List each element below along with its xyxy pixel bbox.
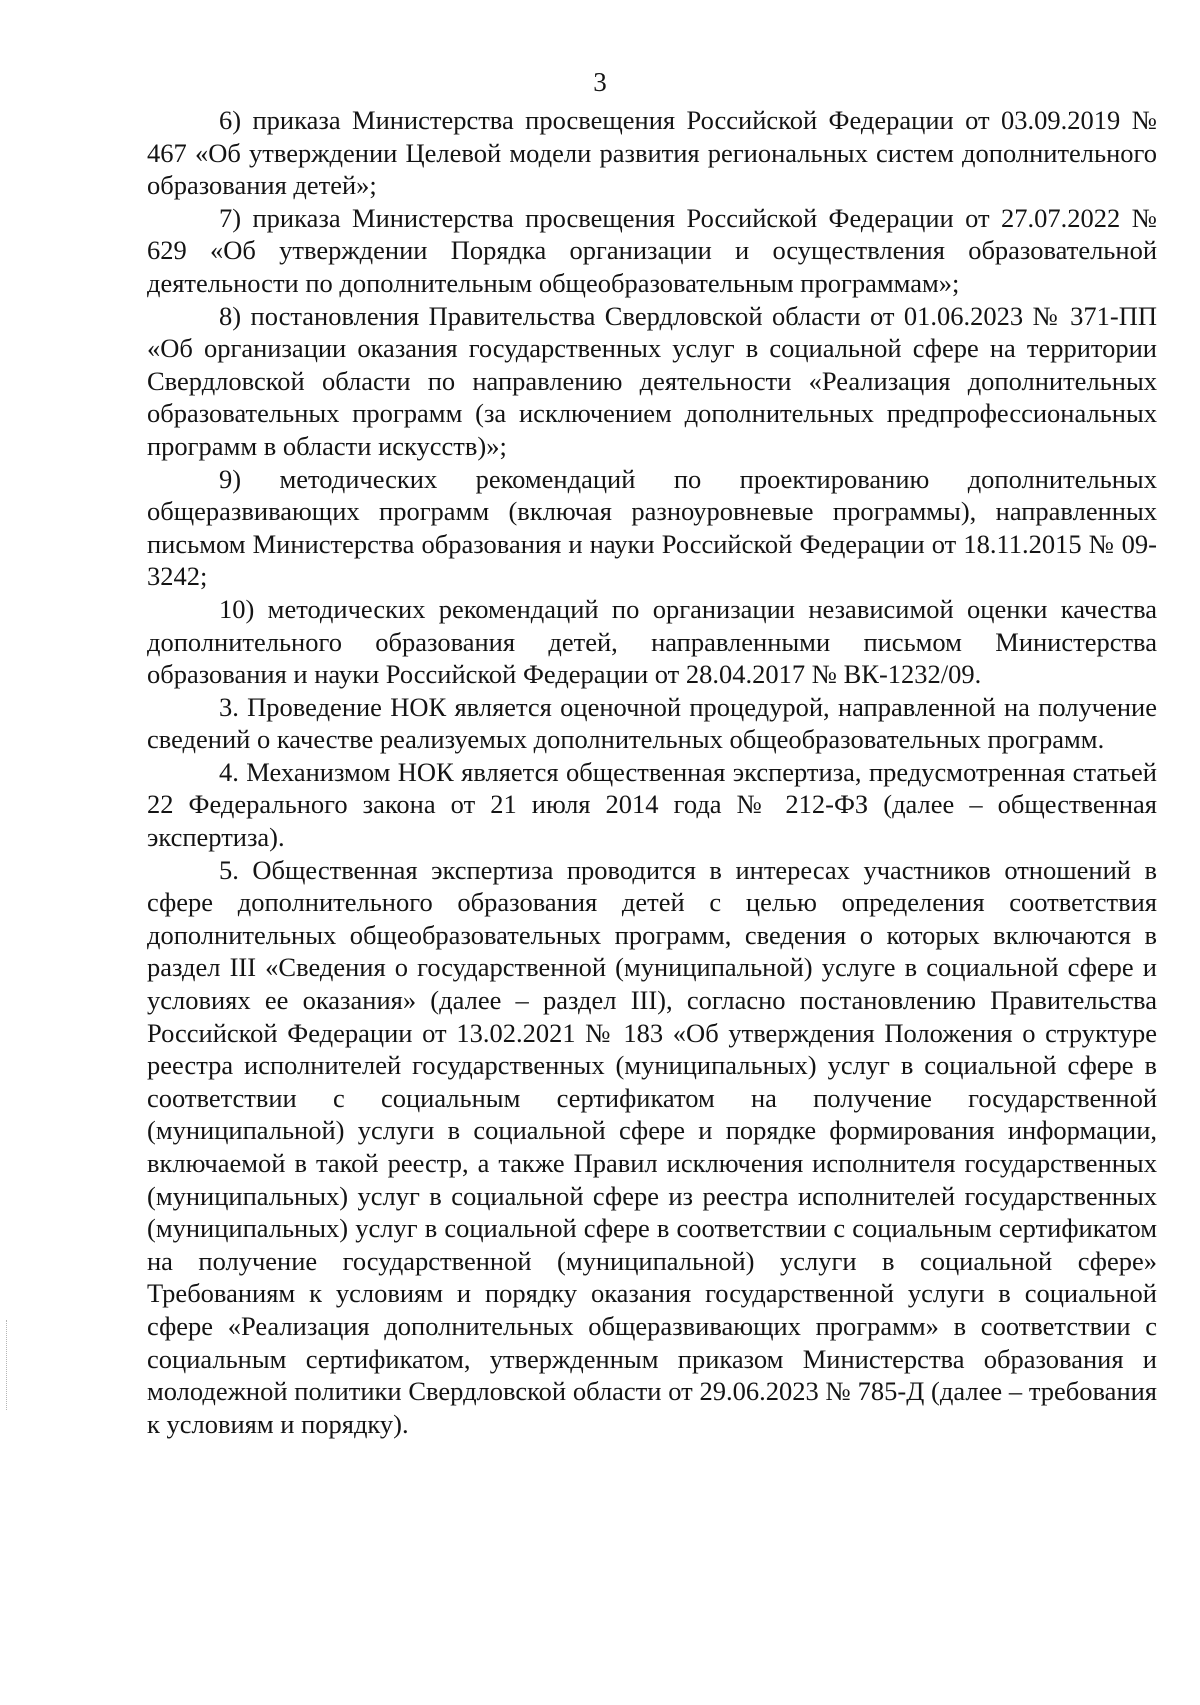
paragraph-section-5: 5. Общественная экспертиза проводится в интересах участников отношений в сфере дополнительного образования детей с целью определения соответствия дополнительных общеобразовательных программ, сведения о которых включаются в раздел III «Сведения о государственной (муниципальной) услуге в социальной сфере и условиях ее оказания» (далее – раздел III), согласно постановлению Правительства Российской Федерации от 13.02.2021 № 183 «Об утверждения Положения о структуре реестра исполнителей государственных (муниципальных) услуг в социальной сфере в соответствии с социальным сертификатом на получение государственной (муниципальной) услуги в социальной сфере и порядке формирования информации, включаемой в такой реестр, а также Правил исключения исполнителя государственных (муниципальных) услуг в социальной сфере из реестра исполнителей государственных (муниципальных) услуг в социальной сфере в соответствии с социальным сертификатом на получение государственной (муниципальной) услуги в социальной сфере» Требованиям к условиям и порядку оказания государственной услуги в социальной сфере «Реализация дополнительных общеразвивающих программ» в соответствии с социальным сертификатом, утвержденным приказом Министерства образования и молодежной политики Свердловской области от 29.06.2023 № 785-Д (далее – требования к условиям и порядку). bbox=[147, 854, 1157, 1439]
scan-edge-mark bbox=[6, 1320, 8, 1410]
paragraph-item-10: 10) методических рекомендаций по организации независимой оценки качества дополнительного образования детей, направленными письмом Министерства образования и науки Российской Федерации от 28.04.2017 № ВК-1232/09. bbox=[147, 593, 1157, 690]
document-body bbox=[147, 104, 1157, 1440]
paragraph-item-8: 8) постановления Правительства Свердловской области от 01.06.2023 № 371-ПП «Об организации оказания государственных услуг в социальной сфере на территории Свердловской области по направлению деятельности «Реализация дополнительных образовательных программ (за исключением дополнительных предпрофессиональных программ в области искусств)»; bbox=[147, 300, 1157, 461]
paragraph-item-9: 9) методических рекомендаций по проектированию дополнительных общеразвивающих программ (включая разноуровневые программы), направленных письмом Министерства образования и науки Российской Федерации от 18.11.2015 № 09-3242; bbox=[147, 463, 1157, 592]
paragraph-section-4: 4. Механизмом НОК является общественная экспертиза, предусмотренная статьей 22 Федерального закона от 21 июля 2014 года № 212-ФЗ (далее – общественная экспертиза). bbox=[147, 756, 1157, 853]
page-number: 3 bbox=[593, 67, 607, 97]
paragraph-item-6: 6) приказа Министерства просвещения Российской Федерации от 03.09.2019 № 467 «Об утверждении Целевой модели развития региональных систем дополнительного образования детей»; bbox=[147, 105, 1157, 201]
paragraph-item-7: 7) приказа Министерства просвещения Российской Федерации от 27.07.2022 № 629 «Об утверждении Порядка организации и осуществления образовательной деятельности по дополнительным общеобразовательным программам»; bbox=[147, 202, 1157, 298]
paragraph-section-3: 3. Проведение НОК является оценочной процедурой, направленной на получение сведений о качестве реализуемых дополнительных общеобразовательных программ. bbox=[147, 691, 1157, 755]
